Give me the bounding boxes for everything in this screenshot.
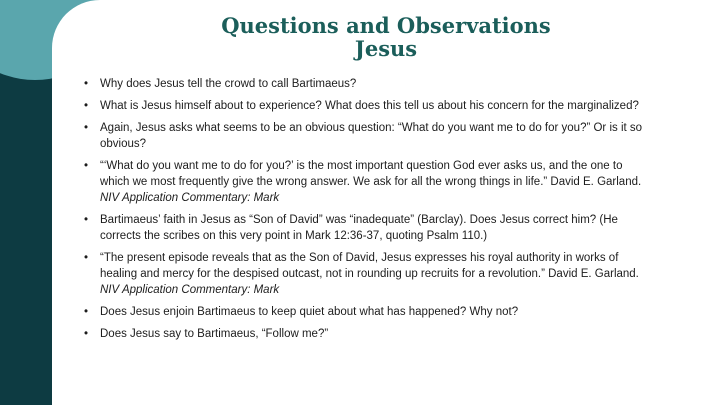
- slide-title: [52, 14, 720, 60]
- bullet-text: “‘What do you want me to do for you?’ is the most important question God ever asks us, and the one to which we most frequently give the wrong answer. We ask for all the wrong things in life.” David E. Garland.: [100, 160, 642, 188]
- bullet-text: Why does Jesus tell the crowd to call Bartimaeus?: [100, 78, 357, 90]
- bullet-text: Does Jesus say to Bartimaeus, “Follow me?”: [100, 328, 329, 340]
- bullet-text: “The present episode reveals that as the Son of David, Jesus expresses his royal authority in works of healing and mercy for the despised outcast, not in rounding up recruits for a revolution.” David E. Garland.: [100, 252, 639, 280]
- bullet-item: [84, 158, 644, 206]
- bullet-item: [84, 326, 644, 342]
- bullet-item: [84, 76, 644, 92]
- bullet-citation: NIV Application Commentary: Mark: [100, 284, 280, 296]
- bullet-citation: NIV Application Commentary: Mark: [100, 192, 280, 204]
- bullet-text: Again, Jesus asks what seems to be an obvious question: “What do you want me to do for you?” Or is it so obvious?: [100, 122, 643, 150]
- title-line-1: Questions and Observations: [221, 13, 551, 38]
- bullet-list: [84, 76, 644, 348]
- bullet-item: [84, 212, 644, 244]
- bullet-item: [84, 120, 644, 152]
- bullet-text: What is Jesus himself about to experience? What does this tell us about his concern for the marginalized?: [100, 100, 639, 112]
- bullet-text: Does Jesus enjoin Bartimaeus to keep quiet about what has happened? Why not?: [100, 306, 519, 318]
- title-line-2: Jesus: [354, 36, 418, 61]
- bullet-text: Bartimaeus’ faith in Jesus as “Son of David” was “inadequate” (Barclay). Does Jesus correct him? (He corrects the scribes on this very point in Mark 12:36-37, quoting Psalm 110.): [100, 214, 618, 242]
- bullet-item: [84, 304, 644, 320]
- page-number: 11: [675, 375, 688, 385]
- bullet-item: [84, 250, 644, 298]
- bullet-item: [84, 98, 644, 114]
